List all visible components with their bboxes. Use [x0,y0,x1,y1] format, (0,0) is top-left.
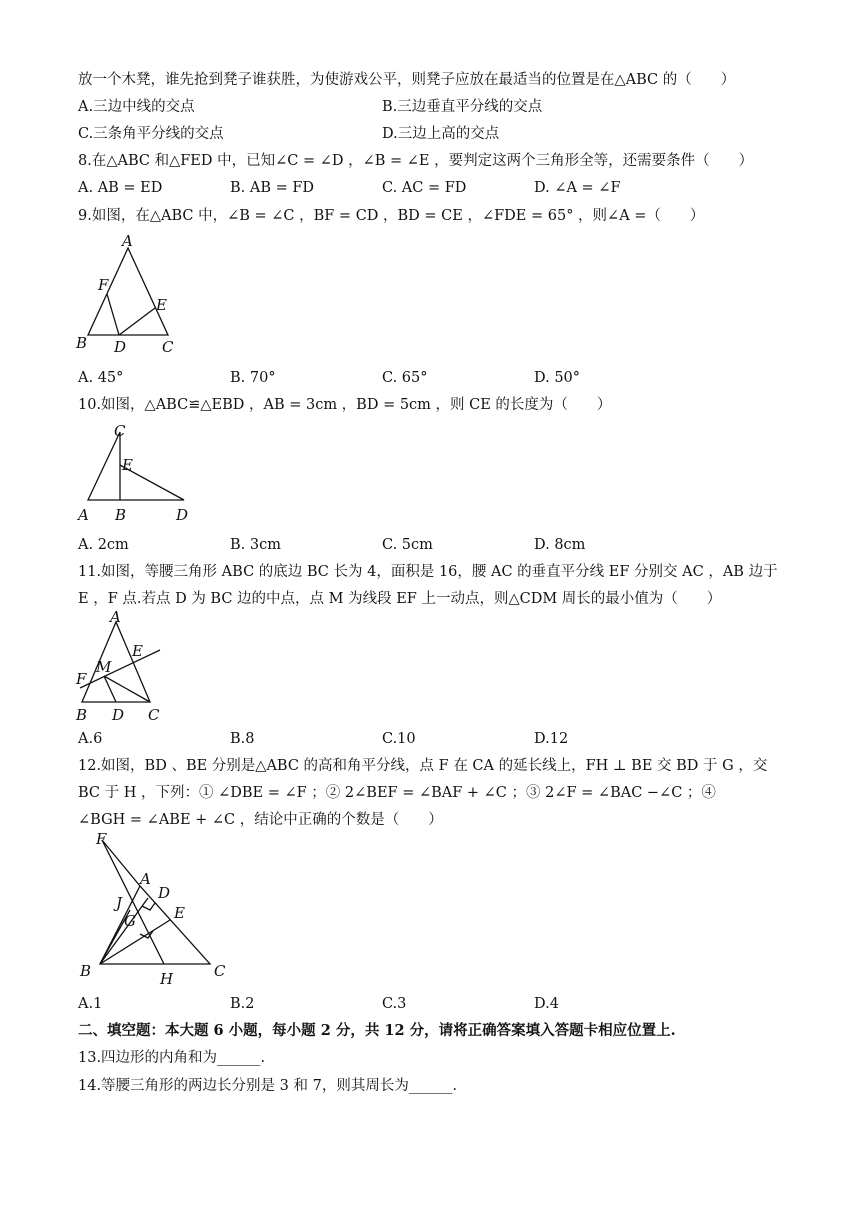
q9-label-d: D [114,338,127,356]
q8-stem: 8.在△ABC 和△FED 中，已知∠C = ∠D ，∠B = ∠E ，要判定这两个三角形全等，还需要条件（ ） [78,153,754,169]
q11-option-d: D.12 [534,731,569,747]
q10-option-c: C. 5cm [382,537,433,553]
q9-figure [70,230,190,360]
q12-label-g: G [124,912,136,930]
q11-stem-line1: 11.如图，等腰三角形 ABC 的底边 BC 长为 4，面积是 16，腰 AC 的垂直平分线 EF 分别交 AC ，AB 边于 [78,564,778,580]
q7-option-c: C.三条角平分线的交点 [78,126,224,142]
q12-label-f: F [96,830,107,848]
q10-option-a: A. 2cm [78,537,129,553]
q9-segment-de [119,308,155,335]
q8-option-d: D. ∠A = ∠F [534,180,621,196]
q12-label-c: C [214,962,226,980]
q8-option-b: B. AB = FD [230,180,315,196]
q9-stem: 9.如图，在△ABC 中，∠B = ∠C ，BF = CD ，BD = CE ，∠FDE = 65° ，则∠A =（ ） [78,208,705,224]
q12-option-b: B.2 [230,996,255,1012]
q11-option-c: C.10 [382,731,416,747]
q12-label-h: H [160,970,174,988]
q9-label-c: C [162,338,174,356]
q11-label-d: D [112,706,125,724]
q9-label-b: B [76,334,88,352]
q8-option-c: C. AC = FD [382,180,467,196]
q7-option-b: B.三边垂直平分线的交点 [382,99,543,115]
q11-triangle-abc [82,622,150,702]
q13-stem: 13.四边形的内角和为______. [78,1050,266,1066]
q8-option-a: A. AB = ED [78,180,163,196]
q11-option-b: B.8 [230,731,255,747]
q12-option-c: C.3 [382,996,407,1012]
q12-stem-line3: ∠BGH = ∠ABE + ∠C ，结论中正确的个数是（ ） [78,812,443,828]
q10-figure [72,420,202,530]
q11-line-ef [80,650,160,688]
q12-stem-line1: 12.如图，BD 、BE 分别是△ABC 的高和角平分线，点 F 在 CA 的延长线上，FH ⊥ BE 交 BD 于 G ，交 [78,758,768,774]
q10-stem: 10.如图，△ABC≌△EBD ，AB = 3cm ，BD = 5cm ，则 CE 的长度为（ ） [78,397,612,413]
q11-stem-line2: E ，F 点.若点 D 为 BC 边的中点，点 M 为线段 EF 上一动点，则△CDM 周长的最小值为（ ） [78,591,722,607]
q11-label-b: B [76,706,88,724]
q11-label-m: M [96,658,112,676]
q7-option-a: A.三边中线的交点 [78,99,195,115]
q12-label-b: B [80,962,92,980]
q10-label-b: B [115,506,127,524]
q14-stem: 14.等腰三角形的两边长分别是 3 和 7，则其周长为______. [78,1078,457,1094]
q10-option-b: B. 3cm [230,537,281,553]
q9-option-c: C. 65° [382,370,428,386]
q10-label-e: E [122,456,133,474]
q9-option-b: B. 70° [230,370,276,386]
q9-segment-fd [107,294,119,335]
q12-option-a: A.1 [78,996,103,1012]
q11-label-f: F [76,670,87,688]
q9-option-d: D. 50° [534,370,581,386]
q9-option-a: A. 45° [78,370,124,386]
q10-triangle-abc [88,432,120,500]
q10-label-c: C [114,422,126,440]
q10-label-a: A [78,506,89,524]
q12-segment-bd [100,898,148,964]
q9-label-e: E [156,296,167,314]
q12-figure [74,830,244,990]
q10-label-d: D [176,506,189,524]
q12-stem-line2: BC 于 H ，下列：① ∠DBE = ∠F ；② 2∠BEF = ∠BAF + ∠C ；③ 2∠F = ∠BAC −∠C ；④ [78,785,716,801]
q11-label-a: A [110,610,121,626]
q12-label-e: E [174,904,185,922]
q12-option-d: D.4 [534,996,559,1012]
q11-option-a: A.6 [78,731,103,747]
q9-label-f: F [98,276,109,294]
q11-segment-mc [104,676,150,702]
section-2-heading: 二、填空题：本大题 6 小题，每小题 2 分，共 12 分，请将正确答案填入答题卡相应位置上. [78,1022,676,1039]
q10-option-d: D. 8cm [534,537,586,553]
q12-label-a: A [140,870,151,888]
q11-label-c: C [148,706,160,724]
q11-figure [70,610,180,725]
q7-stem: 放一个木凳，谁先抢到凳子谁获胜，为使游戏公平，则凳子应放在最适当的位置是在△ABC 的（ ） [78,72,736,88]
q9-label-a: A [122,232,133,250]
q12-label-d: D [158,884,171,902]
q12-label-j: J [116,894,123,912]
q7-option-d: D.三边上高的交点 [382,126,500,142]
q11-label-e: E [132,642,143,660]
